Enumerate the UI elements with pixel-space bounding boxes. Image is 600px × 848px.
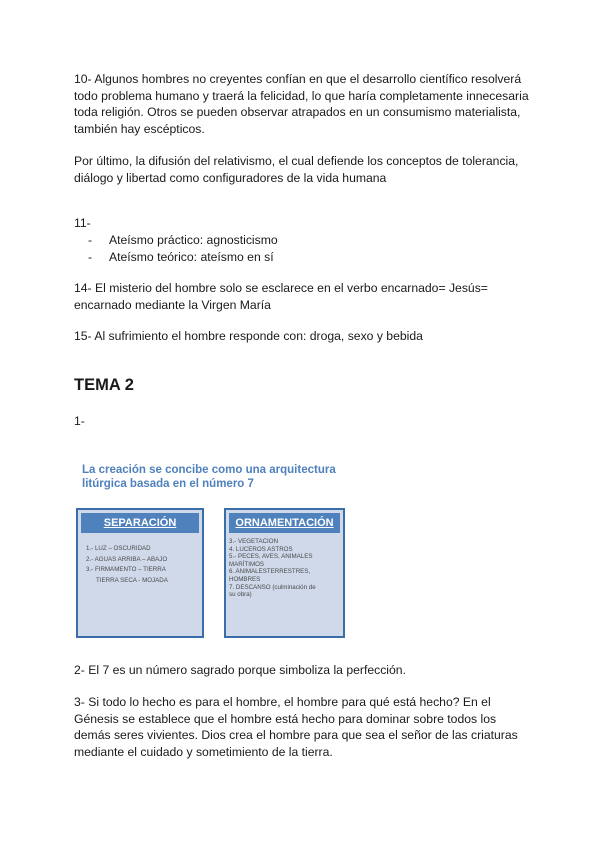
list-item: 4. LUCEROS ASTROS (229, 545, 293, 553)
paragraph-14: 14- El misterio del hombre solo se esclarece en el verbo encarnado= Jesús= encarnado mediante la Virgen María (74, 281, 488, 312)
separation-header: SEPARACIÓN (81, 513, 199, 533)
list-item: 7. DESCANSO (culminación de (229, 583, 316, 591)
list-item: 3.- VEGETACION (229, 538, 279, 545)
list-item-text: Ateísmo práctico: agnosticismo (109, 233, 278, 247)
paragraph-final: Por último, la difusión del relativismo, el cual defiende los conceptos de tolerancia, diálogo y libertad como configuradores de la vida humana (74, 154, 519, 185)
list-item: TIERRA SECA - MOJADA (96, 576, 168, 584)
list-item: 2.- AGUAS ARRIBA – ABAJO (86, 555, 168, 563)
paragraph-15: 15- Al sufrimiento el hombre responde con: droga, sexo y bebida (74, 329, 423, 343)
list-item: HOMBRES (229, 575, 261, 583)
list-item: su obra) (229, 591, 252, 599)
diagram-title: La creación se concibe como una arquitectura litúrgica basada en el número 7 (82, 464, 336, 490)
list-item: MARÍTIMOS (229, 560, 265, 568)
ornamentation-box (224, 508, 345, 638)
paragraph-10: 10- Algunos hombres no creyentes confían en que el desarrollo científico resolverá todo problema humano y traerá la felicidad, lo que haría completamente innecesaria toda religión. Otros se pueden observar atrapados en un consumismo materialista, también hay escépticos. (74, 72, 529, 136)
atheism-list (88, 232, 278, 265)
paragraph-11: 11- (74, 216, 91, 230)
list-item-text: Ateísmo teórico: ateísmo en sí (109, 249, 274, 264)
ornamentation-list (229, 538, 339, 599)
list-item (88, 249, 278, 266)
separation-list (86, 544, 198, 586)
list-item: 5.- PECES, AVES, ANIMALES (229, 553, 313, 561)
paragraph-1: 1- (74, 414, 85, 428)
list-item: 3.- FIRMAMENTO – TIERRA (86, 566, 166, 573)
paragraph-3: 3- Si todo lo hecho es para el hombre, el hombre para qué está hecho? En el Génesis se establece que el hombre está hecho para dominar sobre todos los demás seres vivientes. Dios crea el hombre para que sea el señor de las criaturas mediante el cuidado y sometimiento de la tierra. (74, 695, 518, 759)
bullet-dash: - (88, 233, 93, 247)
ornamentation-header: ORNAMENTACIÓN (229, 513, 340, 533)
section-heading: TEMA 2 (74, 376, 134, 394)
separation-box (76, 508, 204, 638)
list-item: 1.- LUZ – OSCURIDAD (86, 545, 151, 552)
creation-diagram (68, 455, 358, 645)
bullet-dash: - (88, 249, 93, 264)
list-item (88, 232, 278, 249)
list-item: 6. ANIMALESTERRESTRES, (229, 568, 311, 576)
paragraph-2: 2- El 7 es un número sagrado porque simboliza la perfección. (74, 663, 406, 677)
